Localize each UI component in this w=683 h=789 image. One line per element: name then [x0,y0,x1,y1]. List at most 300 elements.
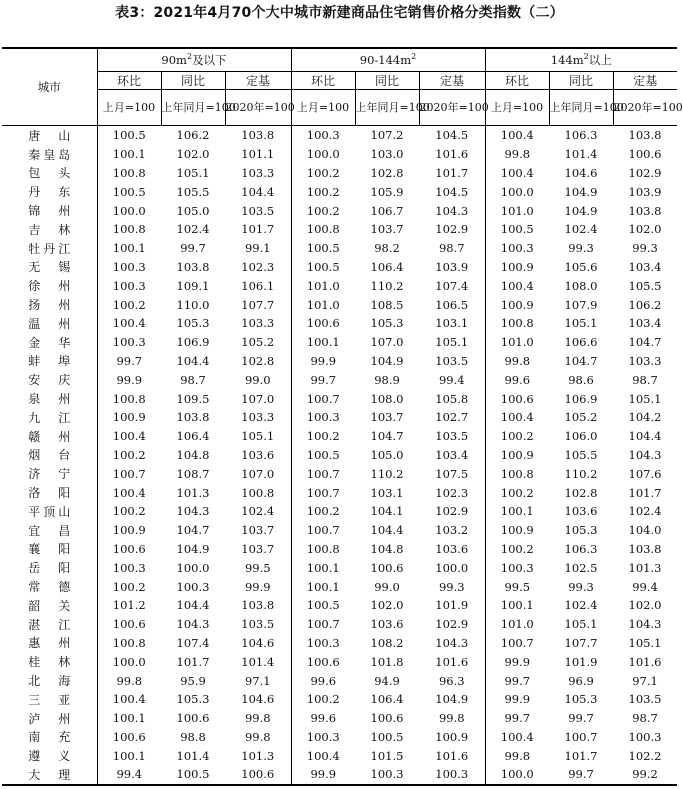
index-value: 100.6 [112,541,146,556]
index-value: 100.0 [176,560,210,575]
index-value: 103.3 [225,408,291,427]
city-name [2,352,97,371]
index-value: 101.9 [564,654,598,669]
table-row [2,201,677,220]
city-label: 常 德 [28,580,71,595]
index-value: 101.4 [225,652,291,671]
index-value: 100.0 [419,558,485,577]
index-value: 99.7 [504,673,531,688]
index-value: 102.9 [628,165,662,180]
index-value: 100.4 [112,485,146,500]
index-value: 103.2 [419,521,485,540]
index-value: 94.9 [374,673,400,688]
index-value: 100.5 [161,765,225,785]
index-value: 99.8 [504,748,531,763]
index-value: 99.7 [504,711,531,726]
index-value: 100.1 [306,579,340,594]
index-value: 99.1 [225,239,291,258]
index-value: 100.6 [370,560,404,575]
index-value: 99.8 [419,709,485,728]
table-row [2,164,677,183]
table-row [2,408,677,427]
table-row [2,182,677,201]
index-value: 107.0 [370,335,404,350]
index-value: 100.9 [112,523,146,538]
table-row [2,464,677,483]
city-label: 襄 阳 [28,542,71,557]
index-value: 103.3 [225,314,291,333]
index-value: 101.0 [500,203,534,218]
index-value: 100.6 [500,391,534,406]
index-value: 100.7 [564,729,598,744]
city-label: 湛 江 [28,617,71,632]
index-value: 100.8 [225,483,291,502]
index-value: 98.6 [568,372,594,387]
index-value: 100.3 [419,765,485,785]
index-value: 101.7 [419,164,485,183]
index-value: 102.4 [225,502,291,521]
index-value: 99.9 [225,577,291,596]
table-row [2,370,677,389]
index-value: 102.8 [225,352,291,371]
index-value: 96.3 [419,671,485,690]
index-value: 99.7 [310,372,337,387]
index-value: 103.6 [564,504,598,519]
subheader-2: 定基 [613,72,677,90]
table-row [2,333,677,352]
index-value: 104.3 [176,504,210,519]
city-name [2,765,97,785]
table-row [2,145,677,164]
index-value: 100.2 [306,203,340,218]
index-value: 104.3 [176,617,210,632]
index-value: 100.3 [306,410,340,425]
city-label: 桂 林 [28,655,71,670]
city-name [2,521,97,540]
city-label: 蚌 埠 [28,354,71,369]
index-value: 107.5 [419,464,485,483]
index-value: 99.5 [504,579,531,594]
index-value: 104.0 [628,523,662,538]
index-value: 105.3 [176,316,210,331]
index-value: 103.3 [225,164,291,183]
index-value: 103.7 [370,410,404,425]
index-value: 100.6 [370,711,404,726]
subheader-2: 定基 [225,72,291,90]
city-label: 烟 台 [28,448,71,463]
index-value: 102.0 [176,147,210,162]
base-header-0: 上月=100 [291,90,355,126]
index-value: 100.4 [500,128,534,143]
table-row [2,540,677,559]
index-value: 107.4 [176,635,210,650]
index-value: 101.6 [419,145,485,164]
index-value: 104.3 [419,634,485,653]
index-value: 100.9 [500,259,534,274]
index-value: 100.5 [500,222,534,237]
group-header-small: $90m^2$及以下 [97,48,291,72]
index-value: 97.1 [225,671,291,690]
table-row [2,577,677,596]
index-value: 105.2 [564,410,598,425]
city-label: 惠 州 [28,636,71,651]
index-value: 100.5 [306,259,340,274]
index-value: 100.3 [306,128,340,143]
index-value: 104.7 [370,429,404,444]
index-value: 108.2 [370,635,404,650]
subheader-1: 同比 [161,72,225,90]
city-label: 三 亚 [28,692,71,707]
index-value: 104.4 [225,182,291,201]
city-name [2,558,97,577]
index-value: 101.0 [306,297,340,312]
index-value: 105.5 [564,447,598,462]
city-header: 城市 [2,48,97,126]
base-header-1: 上年同月=100 [355,90,419,126]
index-value: 108.5 [370,297,404,312]
city-label: 无 锡 [28,260,71,275]
index-value: 104.7 [628,335,662,350]
index-value: 105.5 [176,184,210,199]
city-name [2,145,97,164]
index-value: 106.3 [564,128,598,143]
index-value: 106.0 [564,429,598,444]
index-value: 98.7 [632,711,658,726]
index-value: 104.4 [370,523,404,538]
index-value: 104.3 [628,447,662,462]
index-value: 101.1 [225,145,291,164]
index-value: 105.0 [370,447,404,462]
index-value: 100.2 [306,504,340,519]
city-label: 洛 阳 [28,486,71,501]
city-label: 牡 丹 江 [28,241,71,256]
table-title: 表3：2021年4月70个大中城市新建商品住宅销售价格分类指数（二） [115,5,564,21]
table-row [2,220,677,239]
city-name [2,634,97,653]
index-value: 102.8 [564,485,598,500]
subheader-2: 定基 [419,72,485,90]
table-row [2,295,677,314]
index-value: 100.4 [112,429,146,444]
index-value: 107.2 [370,128,404,143]
city-name [2,276,97,295]
city-label: 唐 山 [28,128,71,143]
index-value: 102.0 [370,598,404,613]
index-value: 106.9 [564,391,598,406]
city-name [2,502,97,521]
index-value: 103.7 [225,540,291,559]
index-value: 95.9 [180,673,206,688]
index-value: 100.4 [500,729,534,744]
index-value: 99.3 [568,241,594,256]
index-value: 100.6 [628,147,662,162]
subheader-1: 同比 [549,72,613,90]
city-name [2,314,97,333]
index-value: 101.6 [628,654,662,669]
index-value: 102.0 [628,222,662,237]
index-value: 100.4 [112,692,146,707]
index-value: 100.4 [500,410,534,425]
base-header-2: 2020年=100 [613,90,677,126]
index-value: 100.3 [112,560,146,575]
group-header-medium: $90-144m^2$ [291,48,485,72]
index-value: 101.6 [419,652,485,671]
index-value: 107.0 [225,464,291,483]
index-value: 104.9 [370,353,404,368]
index-value: 110.2 [370,466,404,481]
index-value: 105.6 [564,259,598,274]
index-value: 104.7 [564,353,598,368]
city-name [2,126,97,145]
index-value: 104.1 [370,504,404,519]
index-value: 100.2 [500,485,534,500]
index-value: 100.2 [306,692,340,707]
table-row [2,239,677,258]
index-value: 99.3 [632,241,658,256]
index-value: 104.5 [419,126,485,145]
index-value: 100.4 [306,748,340,763]
index-value: 106.5 [419,295,485,314]
index-value: 106.3 [564,541,598,556]
city-name [2,540,97,559]
index-value: 99.0 [225,370,291,389]
index-value: 99.2 [613,765,677,785]
index-value: 101.3 [176,485,210,500]
index-value: 100.3 [112,335,146,350]
index-value: 102.7 [419,408,485,427]
table-row [2,521,677,540]
table-row [2,276,677,295]
city-label: 九 江 [28,410,71,425]
index-value: 104.4 [176,353,210,368]
index-value: 100.6 [112,617,146,632]
city-name [2,690,97,709]
index-value: 100.4 [500,165,534,180]
index-value: 102.4 [176,222,210,237]
city-name [2,201,97,220]
index-value: 100.6 [306,654,340,669]
city-label: 金 华 [28,335,71,350]
index-value: 105.8 [419,389,485,408]
index-value: 102.9 [419,615,485,634]
city-label: 南 充 [28,730,71,745]
index-value: 100.2 [306,184,340,199]
index-value: 106.2 [176,128,210,143]
table-row [2,671,677,690]
index-value: 100.2 [112,297,146,312]
index-value: 100.3 [500,560,534,575]
index-value: 99.8 [225,728,291,747]
index-value: 100.7 [306,466,340,481]
city-name [2,483,97,502]
index-value: 104.9 [564,184,598,199]
city-name [2,615,97,634]
city-name [2,182,97,201]
index-value: 103.5 [225,615,291,634]
index-value: 100.9 [500,523,534,538]
index-value: 103.4 [419,446,485,465]
index-value: 100.2 [500,429,534,444]
index-value: 97.1 [632,673,658,688]
index-value: 99.3 [568,579,594,594]
index-value: 104.6 [225,690,291,709]
city-label: 韶 关 [28,598,71,613]
index-value: 99.8 [225,709,291,728]
index-value: 109.5 [176,391,210,406]
index-value: 99.6 [504,372,531,387]
index-value: 103.8 [628,541,662,556]
index-value: 99.4 [419,370,485,389]
city-name [2,389,97,408]
index-value: 104.6 [564,165,598,180]
index-value: 107.7 [564,635,598,650]
index-value: 105.3 [564,523,598,538]
index-value: 105.1 [225,427,291,446]
table-row [2,765,677,785]
city-name [2,671,97,690]
index-value: 103.7 [225,521,291,540]
index-value: 103.8 [176,259,210,274]
index-value: 99.7 [180,241,206,256]
index-value: 99.9 [291,765,355,785]
index-value: 103.9 [628,184,662,199]
city-name [2,220,97,239]
index-value: 105.1 [628,391,662,406]
index-value: 105.0 [176,203,210,218]
index-value: 99.7 [568,711,594,726]
index-value: 103.8 [176,410,210,425]
table-row [2,652,677,671]
index-value: 108.0 [370,391,404,406]
city-label: 宜 昌 [28,523,71,538]
city-label: 大 理 [28,767,71,782]
index-value: 100.8 [306,222,340,237]
city-label: 徐 州 [28,279,71,294]
index-value: 102.3 [419,483,485,502]
table-row [2,502,677,521]
index-value: 103.6 [225,446,291,465]
index-value: 99.3 [419,577,485,596]
index-value: 101.4 [564,147,598,162]
index-value: 101.7 [628,485,662,500]
table-row [2,389,677,408]
table-row [2,258,677,277]
index-value: 101.3 [225,746,291,765]
index-value: 103.8 [225,596,291,615]
table-row [2,352,677,371]
index-value: 107.4 [419,276,485,295]
index-value: 100.3 [306,635,340,650]
index-value: 102.0 [628,598,662,613]
index-value: 106.4 [370,692,404,707]
index-value: 100.7 [306,485,340,500]
table-row [2,728,677,747]
index-value: 103.8 [628,128,662,143]
index-value: 104.5 [419,182,485,201]
index-value: 106.9 [176,335,210,350]
index-value: 101.9 [419,596,485,615]
index-value: 100.0 [306,147,340,162]
index-value: 105.1 [564,316,598,331]
index-value: 103.8 [225,126,291,145]
index-value: 102.4 [564,222,598,237]
index-value: 104.7 [176,523,210,538]
table-body [2,126,677,785]
table-row [2,690,677,709]
table-row [2,615,677,634]
index-value: 100.3 [112,278,146,293]
index-value: 103.0 [370,147,404,162]
base-header-1: 上年同月=100 [161,90,225,126]
index-value: 106.4 [176,429,210,444]
index-value: 100.8 [112,635,146,650]
index-value: 102.4 [564,598,598,613]
index-value: 105.5 [628,278,662,293]
city-name [2,596,97,615]
index-value: 103.3 [628,353,662,368]
index-value: 100.8 [306,541,340,556]
index-value: 100.1 [500,598,534,613]
city-label: 锦 州 [28,204,71,219]
index-value: 100.7 [500,635,534,650]
base-header-0: 上月=100 [97,90,161,126]
table-row [2,596,677,615]
index-value: 100.3 [500,241,534,256]
index-value: 105.2 [225,333,291,352]
index-value: 99.9 [504,654,531,669]
index-value: 100.0 [112,654,146,669]
city-label: 包 头 [28,166,71,181]
city-name [2,728,97,747]
index-value: 104.3 [419,201,485,220]
index-value: 100.4 [500,278,534,293]
city-label: 岳 阳 [28,561,71,576]
index-value: 100.8 [112,391,146,406]
index-value: 103.5 [628,692,662,707]
index-value: 100.0 [485,765,549,785]
index-value: 106.7 [370,203,404,218]
index-value: 102.3 [225,258,291,277]
index-value: 104.8 [370,541,404,556]
index-value: 105.1 [419,333,485,352]
index-value: 100.9 [112,410,146,425]
index-value: 99.8 [116,673,143,688]
index-value: 110.2 [370,278,404,293]
index-value: 104.9 [564,203,598,218]
city-label: 济 宁 [28,467,71,482]
index-value: 100.2 [112,504,146,519]
index-value: 106.2 [628,297,662,312]
index-value: 98.7 [419,239,485,258]
index-value: 106.1 [225,276,291,295]
index-value: 100.2 [112,447,146,462]
table-row [2,446,677,465]
index-value: 107.6 [628,466,662,481]
city-name [2,577,97,596]
index-value: 99.5 [225,558,291,577]
city-name [2,464,97,483]
index-value: 108.0 [564,278,598,293]
index-value: 107.0 [225,389,291,408]
index-value: 100.0 [112,203,146,218]
index-value: 100.5 [306,447,340,462]
table-row [2,427,677,446]
index-value: 110.2 [564,466,598,481]
table-row [2,483,677,502]
index-value: 100.2 [306,165,340,180]
index-value: 98.9 [374,372,400,387]
city-label: 赣 州 [28,429,71,444]
